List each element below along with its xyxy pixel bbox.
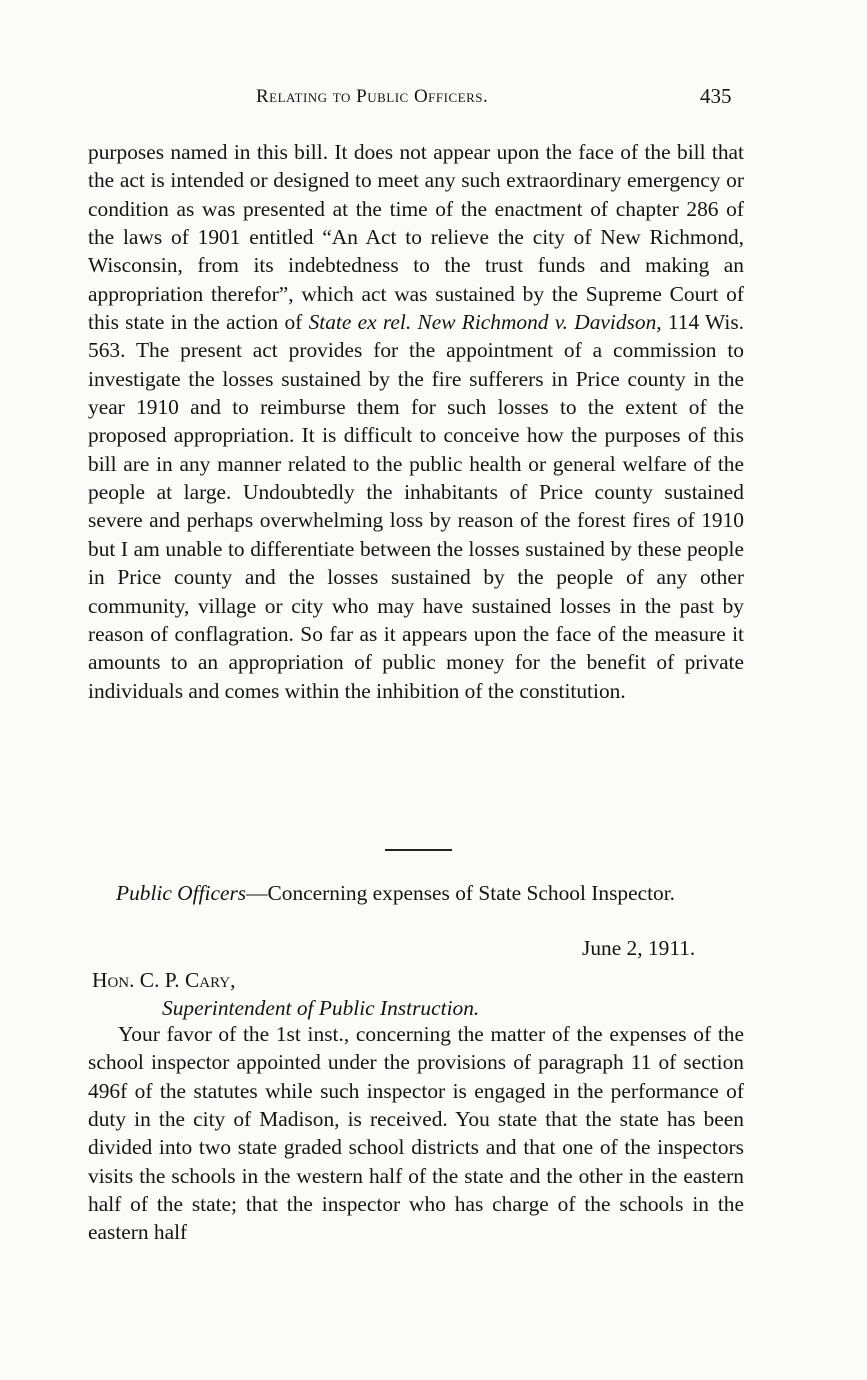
opinion-2-subject (88, 878, 744, 908)
running-head (0, 82, 867, 118)
addressee-name (92, 965, 235, 995)
subject-description: —Concerning expenses of State School Inspector. (246, 881, 676, 905)
opinion-1-text-part2: 114 Wis. 563. The present act provides for the appointment of a commission to investigate the losses sustained by the fire sufferers in Price county in the year 1910 and to reimburse them for such losses to the extent of the proposed appropriation. It is difficult to conceive how the purposes of this bill are in any manner related to the public health or general welfare of the people at large. Undoubtedly the inhabitants of Price county sustained severe and perhaps overwhelming loss by reason of the forest fires of 1910 but I am unable to differentiate between the losses sustained by these people in Price county and the losses sustained by the people of any other community, village or city who may have sustained losses in the past by reason of conflagration. So far as it appears upon the face of the measure it amounts to an appropriation of public money for the benefit of private individuals and comes within the inhibition of the constitution. (88, 310, 744, 703)
running-title: Relating to Public Officers. (256, 86, 489, 107)
opinion-1-text-part1: purposes named in this bill. It does not appear upon the face of the bill that the act is intended or designed to meet any such extraordinary emergency or condition as was presented at the time of the enactment of chapter 286 of the laws of 1901 entitled “An Act to relieve the city of New Richmond, Wisconsin, from its indebtedness to the trust funds and making an appropriation therefor”, which act was sustained by the Supreme Court of this state in the action of (88, 140, 744, 335)
opinion-date: June 2, 1911. (582, 936, 696, 960)
subject-heading: Public Officers (116, 881, 247, 905)
opinion-1-paragraph (88, 138, 744, 705)
addressee-name-text: Hon. C. P. Cary, (92, 968, 236, 992)
opinion-2-body: Your favor of the 1st inst., concerning the matter of the expenses of the school inspector appointed under the provisions of paragraph 11 of section 496f of the statutes while such inspector is engaged in the performance of duty in the city of Madison, is received. You state that the state has been divided into two state graded school districts and that one of the inspectors visits the schools in the western half of the state and the other in the eastern half of the state; that the inspector who has charge of the schools in the eastern half (88, 1022, 744, 1245)
case-citation: State ex rel. New Richmond v. Davidson, (308, 310, 662, 335)
page-number: 435 (700, 84, 732, 108)
addressee-title: Superintendent of Public Instruction. (162, 996, 480, 1020)
section-divider (385, 849, 452, 851)
